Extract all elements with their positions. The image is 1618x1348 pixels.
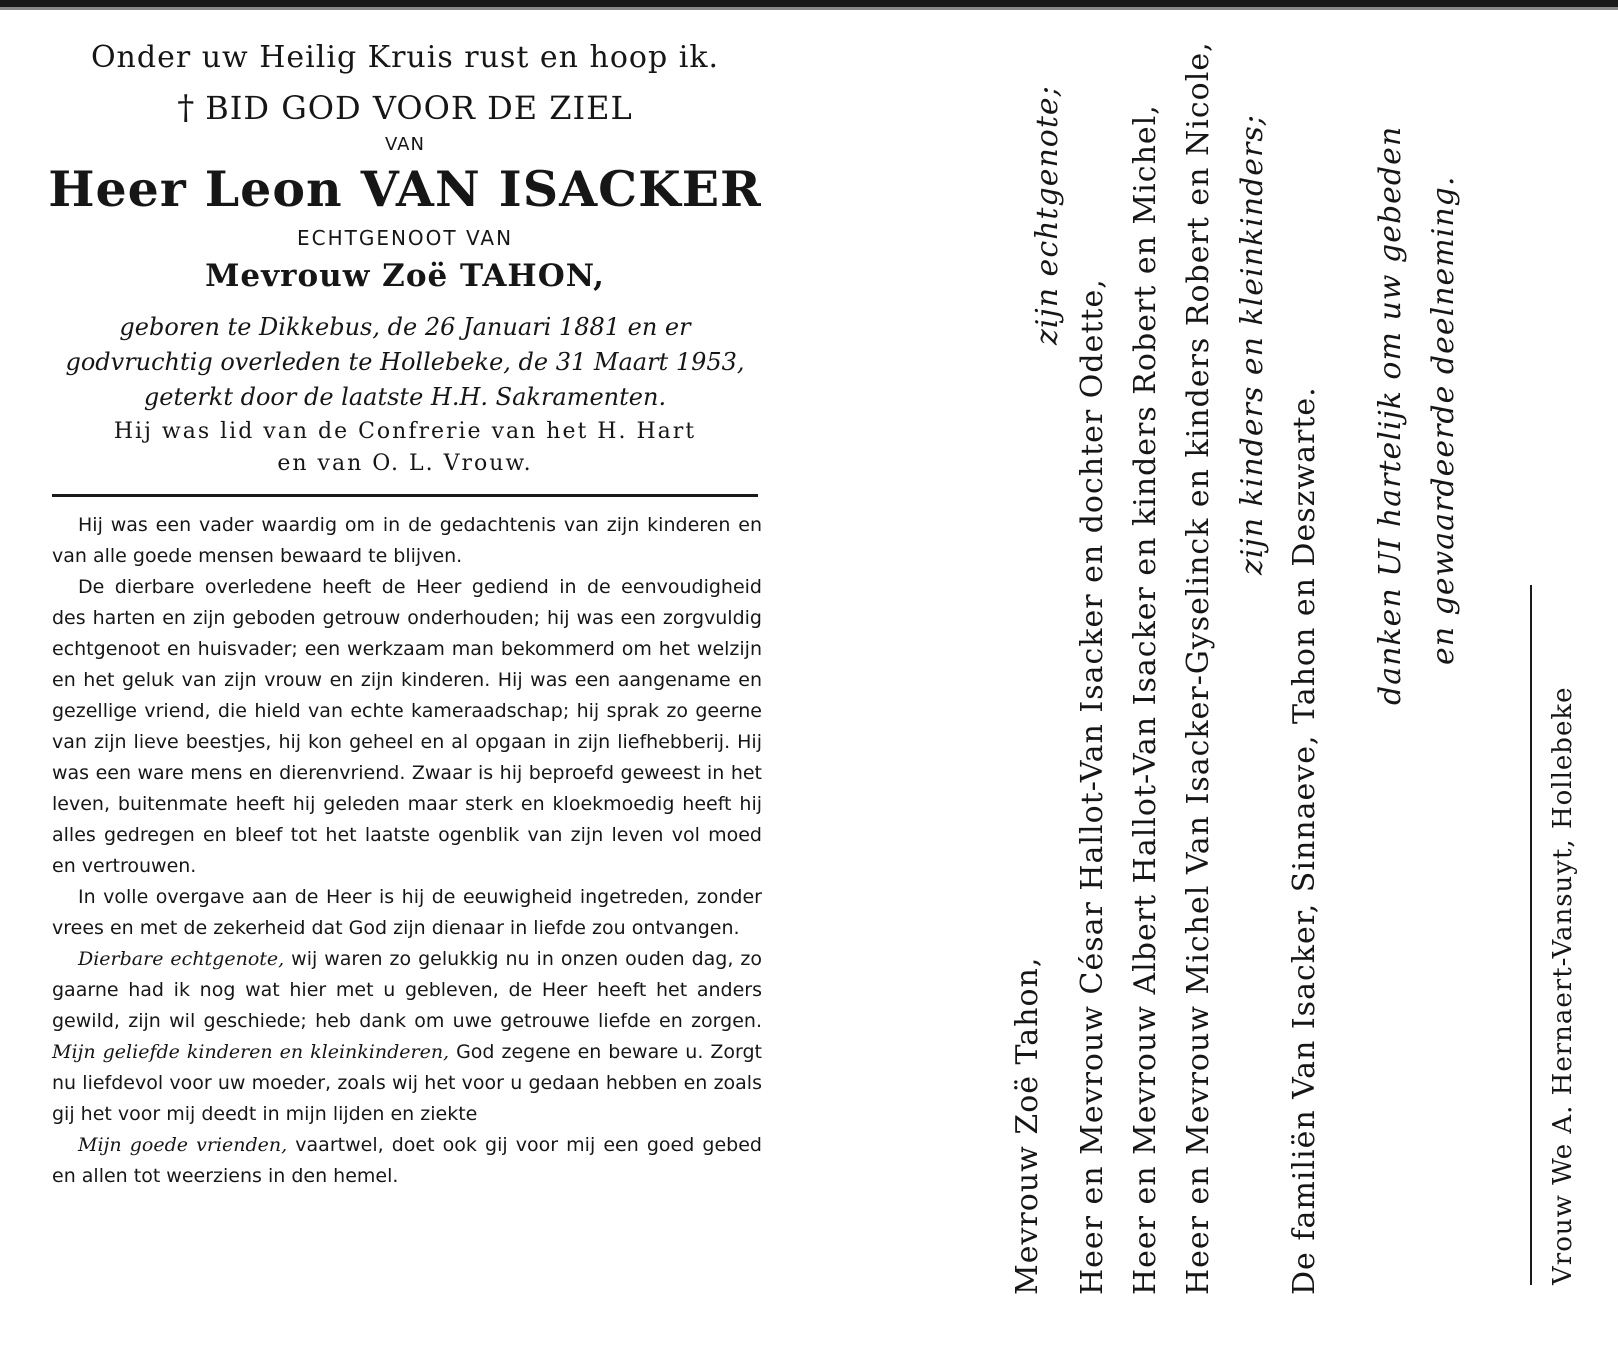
prayer-heading xyxy=(40,88,770,128)
italic-phrase: Mijn geliefde kinderen en kleinkinderen, xyxy=(52,1041,450,1063)
motto: Onder uw Heilig Kruis rust en hoop ik. xyxy=(90,40,720,75)
membership-info xyxy=(40,416,770,480)
family-line-widow: Mevrouw Zoë Tahon, xyxy=(1010,956,1045,1295)
italic-phrase: Dierbare echtgenote, xyxy=(78,948,285,970)
italic-phrase: Mijn goede vrienden, xyxy=(78,1134,288,1156)
top-edge-shadow xyxy=(0,7,1618,10)
birth-line: geboren te Dikkebus, de 26 Januari 1881 en er xyxy=(119,313,691,341)
family-line-child: Heer en Mevrouw César Hallot-Van Isacker en dochter Odette, xyxy=(1075,278,1110,1295)
spouse-name: Mevrouw Zoë TAHON, xyxy=(205,258,605,294)
paragraph xyxy=(52,1130,762,1192)
paragraph: In volle overgave aan de Heer is hij de eeuwigheid ingetreden, zonder vrees en met de zekerheid dat God zijn dienaar in liefde zou ontvangen. xyxy=(52,886,762,939)
thanks-line: en gewaardeerde deelneming. xyxy=(1426,175,1461,665)
divider xyxy=(52,494,758,497)
text-run: vaartwel, doet ook gij voor mij een goed gebed en allen tot weerziens in den hemel. xyxy=(52,1134,762,1187)
membership-line: en van O. L. Vrouw. xyxy=(277,451,533,476)
eulogy-text xyxy=(52,510,762,1192)
family-line-suffix: zijn kinders en kleinkinders; xyxy=(1235,114,1270,575)
paragraph xyxy=(52,944,762,1130)
deceased-name: Heer Leon VAN ISACKER xyxy=(48,160,762,218)
family-line-widow-suffix: zijn echtgenote; xyxy=(1030,85,1065,345)
family-line-child: Heer en Mevrouw Albert Hallot-Van Isacker en kinders Robert en Michel, xyxy=(1128,104,1163,1295)
printer-imprint: Vrouw We A. Hernaert-Vansuyt, Hollebeke xyxy=(1548,686,1578,1285)
vertical-divider xyxy=(1530,585,1532,1285)
family-line-child: Heer en Mevrouw Michel Van Isacker-Gyselinck en kinders Robert en Nicole, xyxy=(1181,41,1216,1295)
membership-line: Hij was lid van de Confrerie van het H. Hart xyxy=(113,419,697,444)
thanks-line: danken UI hartelijk om uw gebeden xyxy=(1373,125,1408,705)
paragraph: De dierbare overledene heeft de Heer gediend in de eenvoudigheid des harten en zijn geboden getrouw onderhouden; hij was een zorgvuldig echtgenoot en huisvader; een werkzaam man bekommerd om het welzijn en het geluk van zijn vrouw en zijn kinderen. Hij was een aangename en gezellige vriend, die hield van echte kameraadschap; hij sprak zo geerne van zijn lieve beestjes, hij kon geheel en al opgaan in zijn liefhebberij. Hij was een ware mens en dierenvriend. Zwaar is hij beproefd geweest in het leven, buitenmate heeft hij geleden maar sterk en kloekmoedig heeft hij alles gedregen en bleef tot het laatste ogenblik van zijn leven vol moed en vertrouwen. xyxy=(52,576,762,877)
spouse-of-label: ECHTGENOOT VAN xyxy=(296,226,514,250)
death-line: godvruchtig overleden te Hollebeke, de 31 Maart 1953, xyxy=(65,348,745,376)
birth-death-info xyxy=(40,310,770,415)
cross-icon: † xyxy=(177,88,196,128)
text-run: God zegene en beware u. Zorgt nu liefdevol voor uw moeder, zoals wij het voor u gedaan hebben en zoals gij het voor mij deedt in mijn lijden en ziekte xyxy=(52,1041,762,1125)
family-line-relatives: De familiën Van Isacker, Sinnaeve, Tahon en Deszwarte. xyxy=(1287,386,1322,1295)
top-edge xyxy=(0,0,1618,7)
prayer-text: BID GOD VOOR DE ZIEL xyxy=(205,89,633,127)
van-label: VAN xyxy=(385,134,425,155)
text-run: wij waren zo gelukkig nu in onzen ouden dag, zo gaarne had ik nog wat hier met u gebleven, de Heer heeft het anders gewild, zijn wil geschiede; heb dank om uwe getrouwe liefde en zorgen. xyxy=(52,948,762,1032)
paragraph: Hij was een vader waardig om in de gedachtenis van zijn kinderen en van alle goede mensen bewaard te blijven. xyxy=(52,514,762,567)
sacrament-line: geterkt door de laatste H.H. Sakramenten. xyxy=(143,383,667,411)
